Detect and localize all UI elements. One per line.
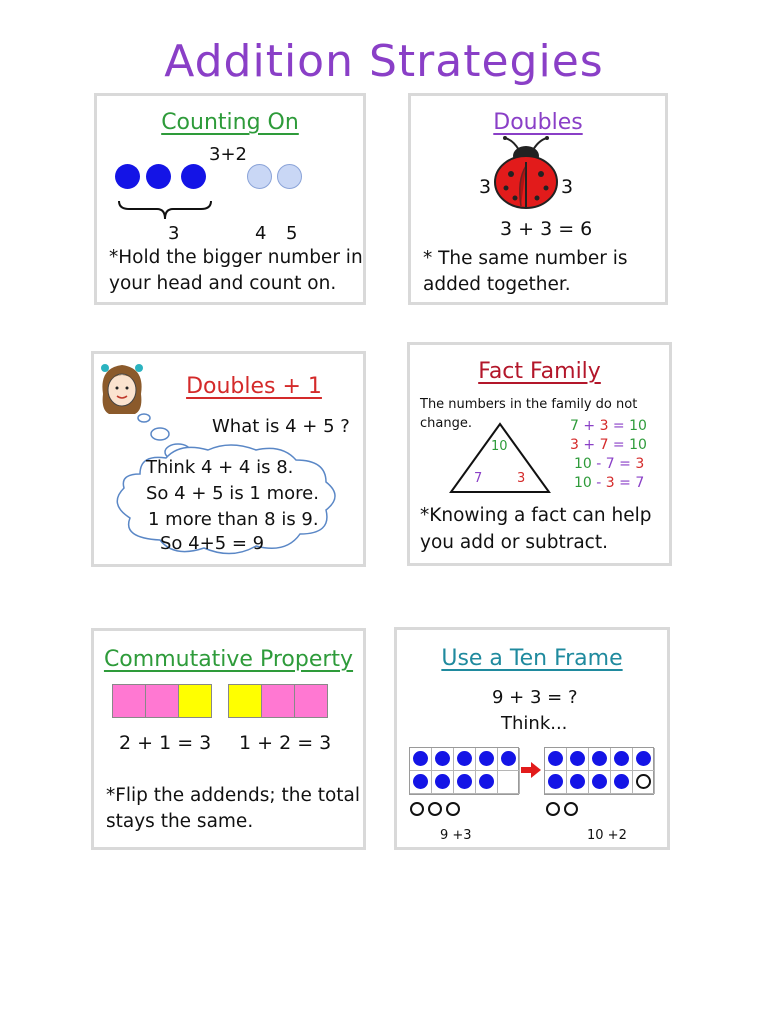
- doubles-equation: 3 + 3 = 6: [500, 218, 593, 240]
- counter-dot: [614, 751, 629, 766]
- ten-frame-heading: Use a Ten Frame: [441, 646, 623, 671]
- doubles-plus-one-line3: 1 more than 8 is 9.: [148, 509, 319, 530]
- fact-row: 3 + 7 = 10: [570, 437, 647, 453]
- counter-dot: [570, 774, 585, 789]
- ten-frame-right-label: 10 +2: [587, 828, 627, 843]
- arrow-right-icon: [521, 762, 541, 778]
- frame-cell: [498, 771, 520, 794]
- open-counter: [410, 802, 424, 816]
- triangle-left-number: 7: [474, 471, 483, 486]
- fact-row: 7 + 3 = 10: [570, 418, 647, 434]
- pink-cube: [261, 684, 295, 718]
- doubles-plus-one-question: What is 4 + 5 ?: [212, 416, 350, 437]
- fact-family-intro-line1: The numbers in the family do not: [420, 397, 638, 412]
- counter-dot: [413, 774, 428, 789]
- counter-dot: [146, 164, 171, 189]
- counting-on-card: [94, 93, 366, 305]
- doubles-note-line2: added together.: [423, 274, 571, 295]
- ladybug-icon: [491, 136, 561, 210]
- counting-on-expression: 3+2: [209, 144, 247, 165]
- fact-family-heading: Fact Family: [478, 359, 601, 384]
- counter-dot: [435, 751, 450, 766]
- count-label-3: 3: [168, 223, 180, 244]
- brace-icon: [117, 197, 213, 223]
- counter-dot: [479, 774, 494, 789]
- counting-on-heading: Counting On: [161, 110, 299, 135]
- doubles-plus-one-line2: So 4 + 5 is 1 more.: [146, 483, 319, 504]
- counter-dot: [413, 751, 428, 766]
- counting-on-note-line2: your head and count on.: [109, 273, 337, 294]
- counting-on-note-line1: *Hold the bigger number in: [109, 247, 363, 268]
- commutative-heading: Commutative Property: [103, 647, 354, 672]
- doubles-card: [408, 93, 668, 305]
- ten-frame-card: [394, 627, 670, 850]
- ten-frame-equation: 9 + 3 = ?: [492, 687, 578, 708]
- fact-row: 10 - 3 = 7: [574, 475, 645, 491]
- count-label-4: 4: [255, 223, 267, 244]
- counter-dot: [570, 751, 585, 766]
- counter-dot: [548, 751, 563, 766]
- counter-dot: [115, 164, 140, 189]
- fact-row: 10 - 7 = 3: [574, 456, 645, 472]
- ten-frame-think: Think...: [501, 713, 568, 734]
- counter-dot: [435, 774, 450, 789]
- commutative-card: [91, 628, 366, 850]
- fact-family-note-line2: you add or subtract.: [420, 532, 608, 553]
- pink-cube: [112, 684, 146, 718]
- commutative-equation-left: 2 + 1 = 3: [119, 732, 212, 754]
- open-counter: [446, 802, 460, 816]
- yellow-cube: [228, 684, 262, 718]
- triangle-top-number: 10: [491, 439, 508, 454]
- counter-dot: [501, 751, 516, 766]
- count-label-5: 5: [286, 223, 298, 244]
- doubles-plus-one-line4: So 4+5 = 9: [160, 533, 265, 554]
- open-counter: [564, 802, 578, 816]
- doubles-plus-one-line1: Think 4 + 4 is 8.: [146, 457, 294, 478]
- open-counter: [546, 802, 560, 816]
- counter-dot: [548, 774, 563, 789]
- doubles-plus-one-card: [91, 351, 366, 567]
- triangle-icon: [448, 421, 552, 495]
- pink-cube: [294, 684, 328, 718]
- commutative-note-line2: stays the same.: [106, 811, 254, 832]
- doubles-right-number: 3: [561, 176, 574, 198]
- doubles-plus-one-heading: Doubles + 1: [186, 374, 322, 399]
- fact-family-intro-line2: change.: [420, 416, 472, 431]
- open-counter: [636, 774, 651, 789]
- doubles-heading: Doubles: [493, 110, 583, 135]
- fact-family-note-line1: *Knowing a fact can help: [420, 505, 652, 526]
- commutative-equation-right: 1 + 2 = 3: [239, 732, 332, 754]
- counter-dot: [457, 774, 472, 789]
- triangle-right-number: 3: [517, 471, 526, 486]
- doubles-left-number: 3: [479, 176, 492, 198]
- counter-dot: [181, 164, 206, 189]
- pink-cube: [145, 684, 179, 718]
- doubles-note-line1: * The same number is: [423, 248, 628, 269]
- open-counter: [428, 802, 442, 816]
- yellow-cube: [178, 684, 212, 718]
- page-title: Addition Strategies: [164, 36, 604, 87]
- ten-frame-left: [409, 747, 519, 795]
- count-on-dot: [247, 164, 272, 189]
- count-on-dot: [277, 164, 302, 189]
- commutative-note-line1: *Flip the addends; the total: [106, 785, 361, 806]
- counter-dot: [592, 751, 607, 766]
- counter-dot: [592, 774, 607, 789]
- ten-frame-left-label: 9 +3: [440, 828, 472, 843]
- counter-dot: [479, 751, 494, 766]
- counter-dot: [457, 751, 472, 766]
- fact-family-card: [407, 342, 672, 566]
- ten-frame-right: [544, 747, 654, 795]
- counter-dot: [636, 751, 651, 766]
- counter-dot: [614, 774, 629, 789]
